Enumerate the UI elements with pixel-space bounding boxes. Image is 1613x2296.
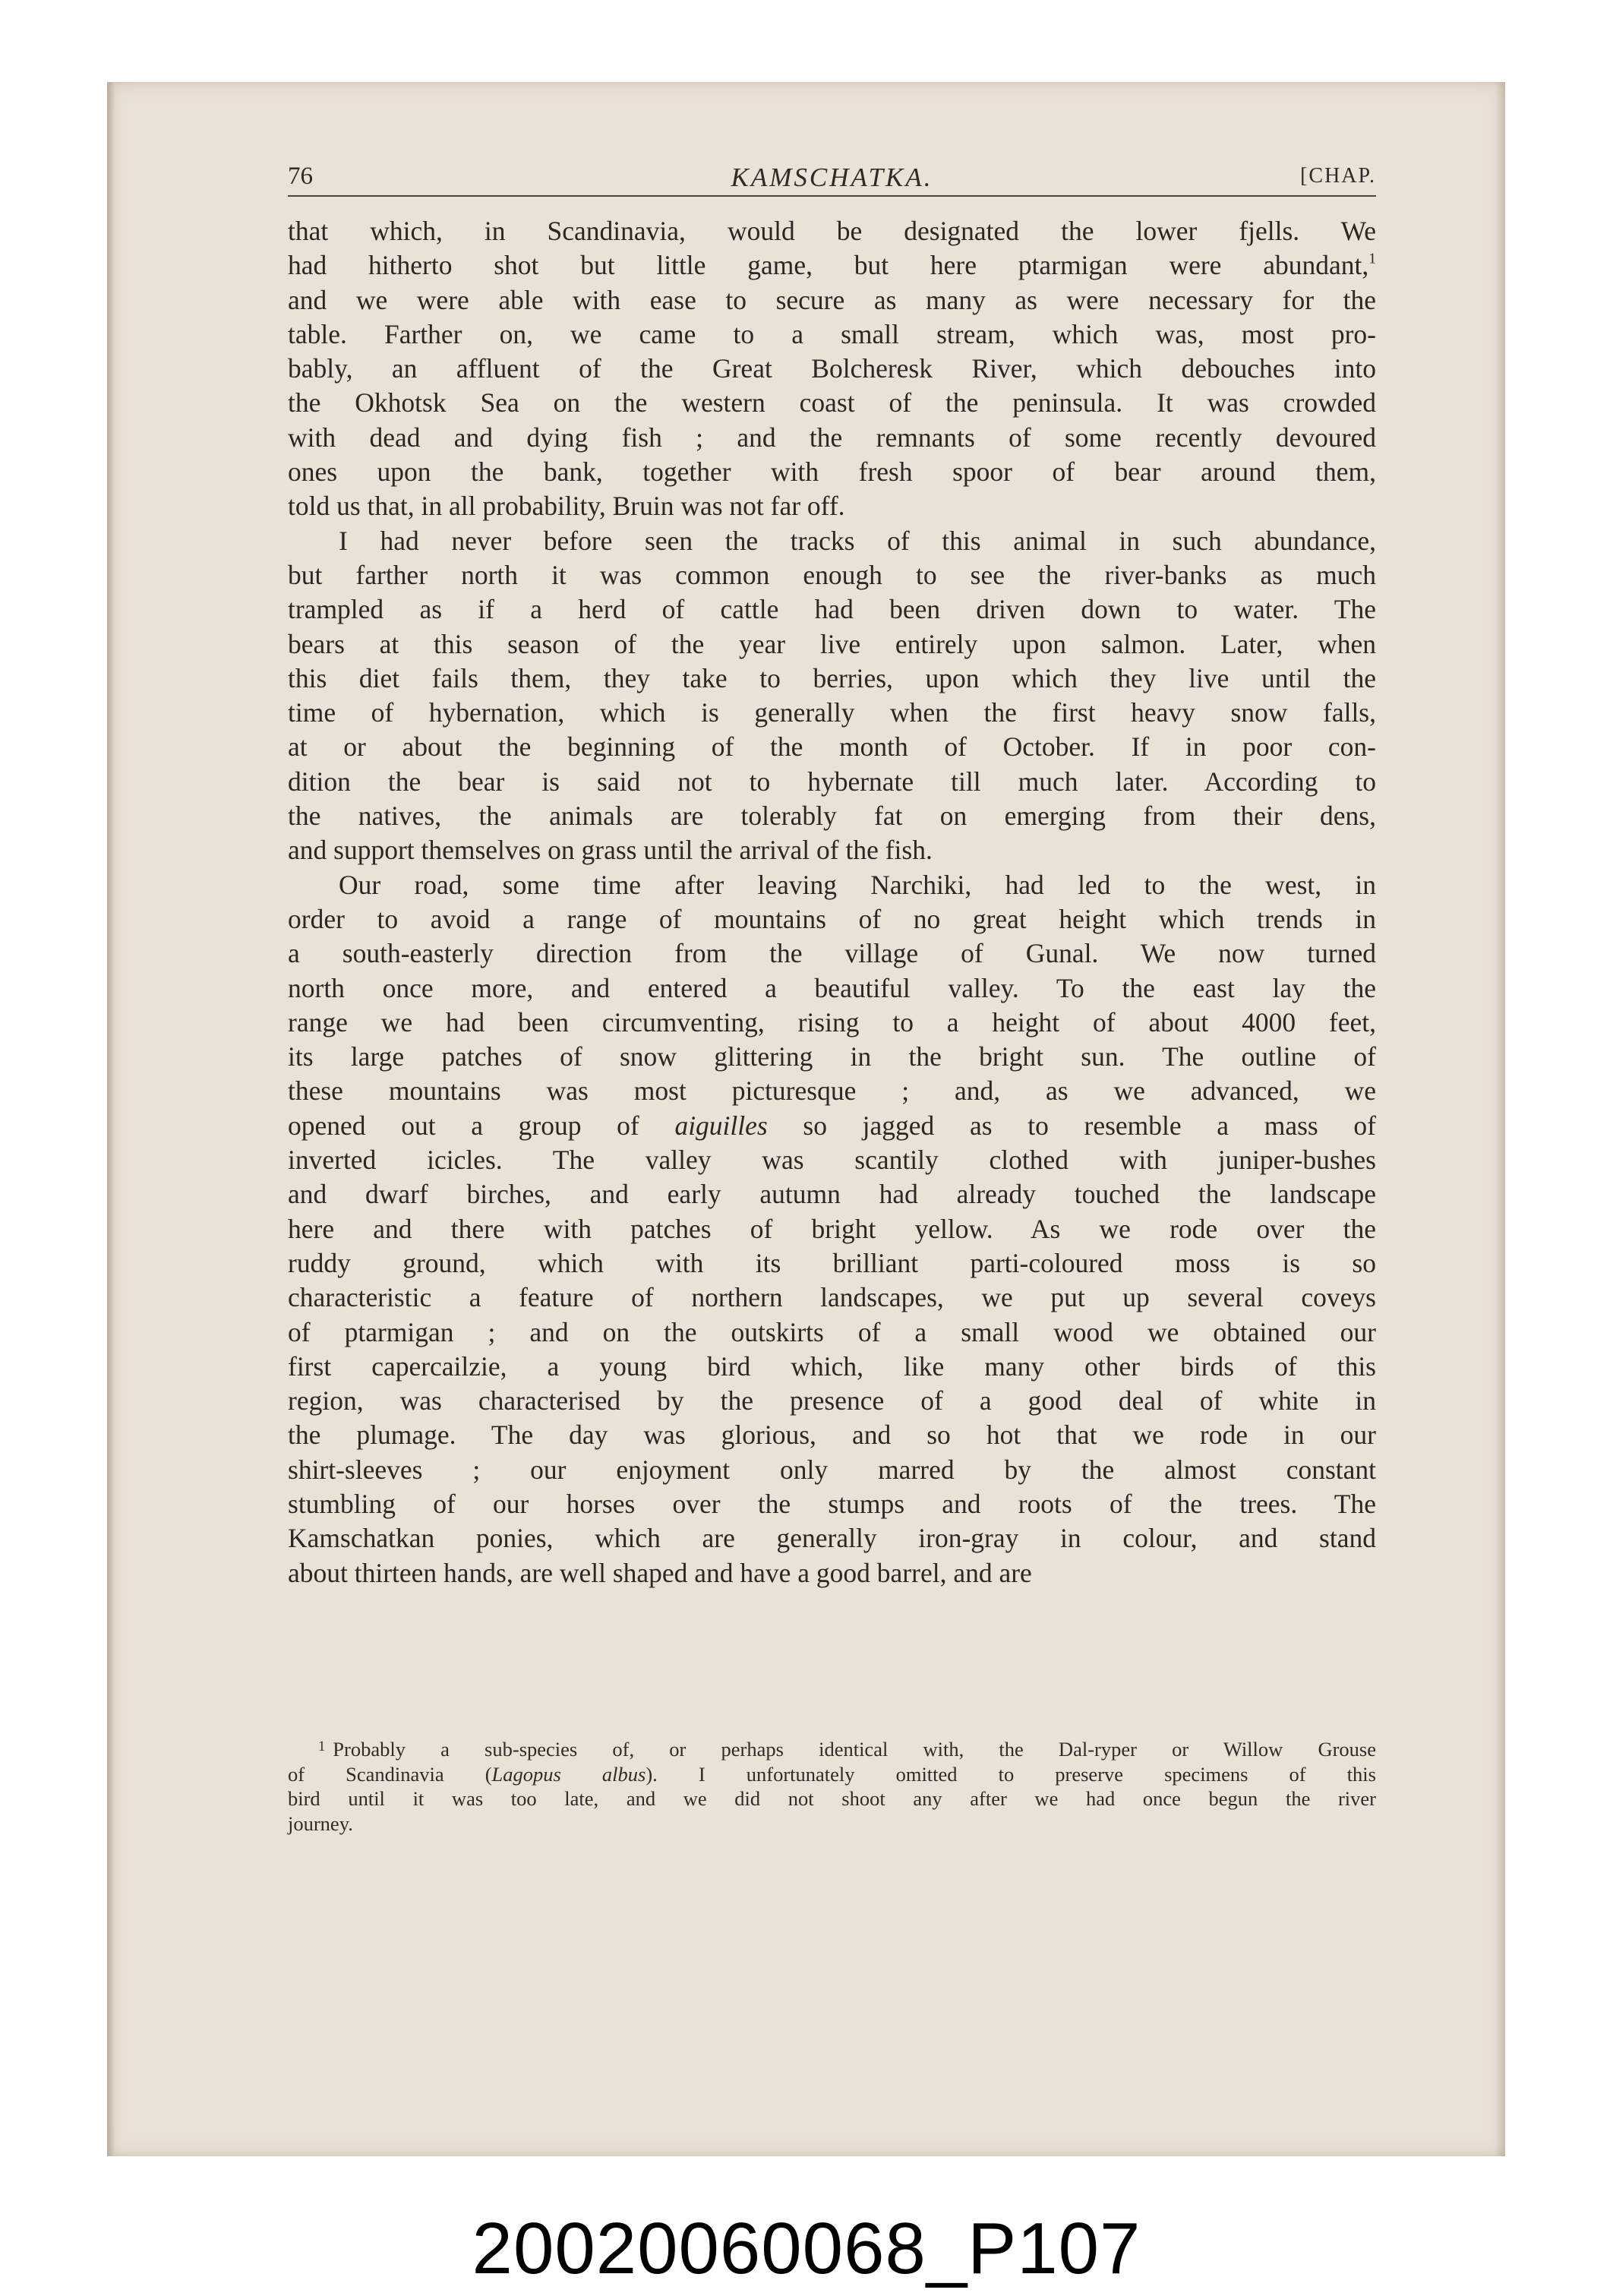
text-line (288, 1418, 1376, 1452)
text-line (288, 386, 1376, 420)
text-line (288, 1384, 1376, 1418)
text-segment: ruddy ground, which with its brilliant parti-coloured moss is so (288, 1247, 1376, 1278)
italic-text: Lagopus albus (491, 1762, 646, 1786)
footnote-marker: 1 (318, 1738, 326, 1754)
text-segment: trampled as if a herd of cattle had been driven down to water. The (288, 594, 1376, 625)
text-line (288, 936, 1376, 971)
text-segment: with dead and dying fish ; and the remnants of some recently devoured (288, 422, 1376, 453)
text-line (288, 558, 1376, 592)
text-segment: the Okhotsk Sea on the western coast of the peninsula. It was crowded (288, 387, 1376, 418)
header-rule (288, 195, 1376, 197)
text-segment: opened out a group of (288, 1110, 675, 1141)
text-line (288, 352, 1376, 386)
text-line (288, 1246, 1376, 1281)
text-segment: and support themselves on grass until the arrival of the fish. (288, 835, 933, 866)
text-segment: range we had been circumventing, rising to a height of about 4000 feet, (288, 1006, 1376, 1037)
text-segment: ones upon the bank, together with fresh spoor of bear around them, (288, 456, 1376, 488)
text-line (288, 799, 1376, 833)
text-segment: first capercailzie, a young bird which, like many other birds of this (288, 1350, 1376, 1382)
text-segment: the plumage. The day was glorious, and so hot that we rode in our (288, 1420, 1376, 1451)
text-segment: table. Farther on, we came to a small stream, which was, most pro- (288, 318, 1376, 349)
text-segment: this diet fails them, they take to berries, upon which they live until the (288, 662, 1376, 693)
text-segment: so jagged as to resemble a mass of (767, 1110, 1376, 1141)
text-line (288, 1521, 1376, 1555)
text-line (288, 1487, 1376, 1521)
text-segment: ). I unfortunately omitted to preserve specimens of this (646, 1762, 1376, 1786)
text-segment: had hitherto shot but little game, but here ptarmigan were abundant, (288, 250, 1369, 281)
text-line (288, 1786, 1376, 1811)
text-line (288, 592, 1376, 627)
text-line (288, 1762, 1376, 1787)
text-line (288, 421, 1376, 455)
text-segment: Kamschatkan ponies, which are generally iron-gray in colour, and stand (288, 1523, 1376, 1554)
text-line (288, 214, 1376, 248)
image-caption: 20020060068_P107 (472, 2208, 1141, 2289)
text-segment: dition the bear is said not to hybernate till much later. According to (288, 766, 1376, 797)
text-segment: but farther north it was common enough to see the river-banks as much (288, 559, 1376, 590)
text-segment: and we were able with ease to secure as many as were necessary for the (288, 284, 1376, 315)
text-segment: and dwarf birches, and early autumn had already touched the landscape (288, 1179, 1376, 1210)
text-segment: order to avoid a range of mountains of no great height which trends in (288, 903, 1376, 934)
text-line (288, 662, 1376, 696)
text-line (288, 455, 1376, 489)
text-line (288, 1350, 1376, 1384)
text-segment: characteristic a feature of northern landscapes, we put up several coveys (288, 1282, 1376, 1313)
text-segment: that which, in Scandinavia, would be designated the lower fjells. We (288, 216, 1376, 246)
page-number: 76 (288, 163, 313, 190)
text-line (288, 283, 1376, 317)
text-line (288, 833, 1376, 867)
text-segment: the natives, the animals are tolerably fat on emerging from their dens, (288, 801, 1376, 832)
text-line (288, 765, 1376, 799)
text-line (288, 317, 1376, 352)
text-segment: Our road, some time after leaving Narchiki, had led to the west, in (339, 869, 1376, 900)
text-segment: time of hybernation, which is generally when the first heavy snow falls, (288, 697, 1376, 728)
text-line (288, 1109, 1376, 1143)
running-title: KAMSCHATKA. (731, 163, 933, 192)
text-segment: of ptarmigan ; and on the outskirts of a small wood we obtained our (288, 1316, 1376, 1347)
text-segment: bably, an affluent of the Great Bolcheresk River, which debouches into (288, 353, 1376, 384)
text-segment: about thirteen hands, are well shaped and have a good barrel, and are (288, 1557, 1032, 1588)
text-line (288, 627, 1376, 662)
text-line (288, 1006, 1376, 1040)
text-line (288, 971, 1376, 1006)
text-line (288, 248, 1376, 283)
footnote-reference: 1 (1368, 251, 1376, 267)
paragraph (288, 214, 1376, 524)
paragraph (288, 524, 1376, 868)
text-segment: region, was characterised by the presence of a good deal of white in (288, 1385, 1376, 1416)
text-segment: bears at this season of the year live entirely upon salmon. Later, when (288, 628, 1376, 659)
text-line (288, 1040, 1376, 1074)
text-segment: I had never before seen the tracks of this animal in such abundance, (339, 525, 1376, 556)
text-line (288, 868, 1376, 902)
paragraph (288, 868, 1376, 1590)
text-line (288, 1177, 1376, 1211)
footnote (288, 1737, 1376, 1836)
page-edge-shadow-left (107, 82, 115, 2156)
text-segment: here and there with patches of bright yellow. As we rode over the (288, 1213, 1376, 1244)
chapter-marker: [CHAP. (1300, 164, 1376, 188)
text-line (288, 730, 1376, 764)
text-line (288, 1811, 1376, 1836)
text-line (288, 489, 1376, 523)
body-text (288, 214, 1376, 1590)
italic-text: aiguilles (674, 1110, 768, 1141)
text-line (288, 1315, 1376, 1350)
text-line (288, 1737, 1376, 1762)
text-line (288, 524, 1376, 558)
text-segment: bird until it was too late, and we did not shoot any after we had once begun the river (288, 1787, 1376, 1810)
text-segment: shirt-sleeves ; our enjoyment only marred by the almost constant (288, 1454, 1376, 1485)
text-segment: stumbling of our horses over the stumps and roots of the trees. The (288, 1488, 1376, 1519)
text-line (288, 1556, 1376, 1590)
text-line (288, 1074, 1376, 1108)
text-segment: these mountains was most picturesque ; and, as we advanced, we (288, 1075, 1376, 1107)
page-edge-shadow-right (1495, 82, 1505, 2156)
text-line (288, 1143, 1376, 1177)
text-line (288, 696, 1376, 730)
text-segment: Probably a sub-species of, or perhaps identical with, the Dal-ryper or Willow Grouse (333, 1738, 1376, 1761)
text-line (288, 1281, 1376, 1315)
text-segment: of Scandinavia ( (288, 1762, 492, 1786)
text-segment: inverted icicles. The valley was scantily clothed with juniper-bushes (288, 1145, 1376, 1176)
text-line (288, 902, 1376, 936)
text-segment: told us that, in all probability, Bruin was not far off. (288, 491, 845, 522)
text-segment: north once more, and entered a beautiful valley. To the east lay the (288, 972, 1376, 1003)
text-segment: at or about the beginning of the month of October. If in poor con- (288, 731, 1376, 763)
text-segment: a south-easterly direction from the village of Gunal. We now turned (288, 938, 1376, 969)
text-segment: its large patches of snow glittering in the bright sun. The outline of (288, 1041, 1376, 1072)
text-segment: journey. (288, 1811, 353, 1835)
text-line (288, 1453, 1376, 1487)
text-line (288, 1212, 1376, 1246)
